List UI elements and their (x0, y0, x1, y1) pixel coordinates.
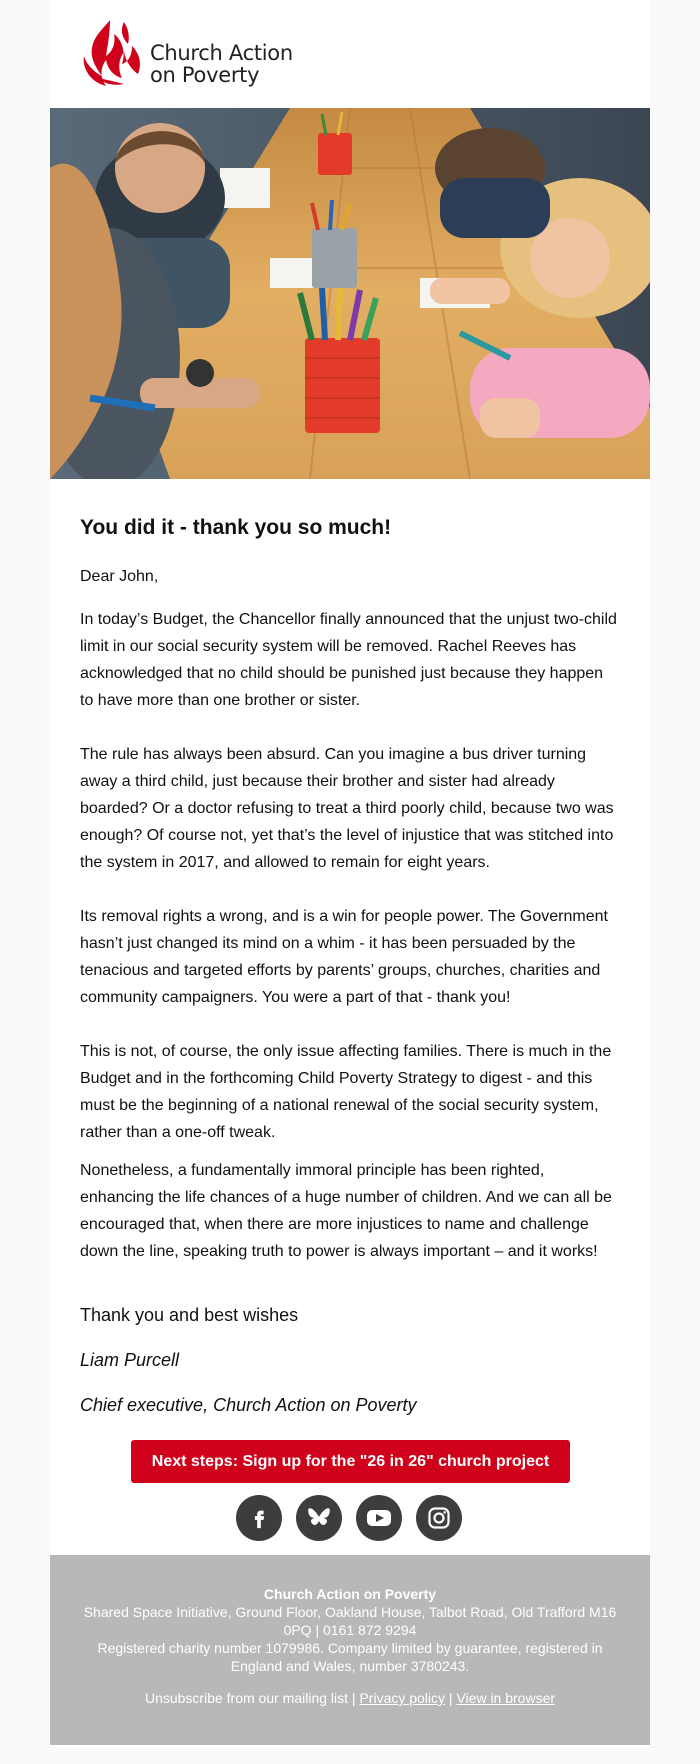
email-footer (50, 1555, 650, 1745)
unsubscribe-link[interactable]: Unsubscribe from our mailing list (144, 1690, 349, 1706)
logo[interactable] (80, 16, 320, 88)
signoff: Thank you and best wishes (80, 1305, 299, 1325)
signup-cta-button[interactable]: Next steps: Sign up for the "26 in 26" church project (131, 1440, 570, 1483)
signer-title: Chief executive, Church Action on Poverty (80, 1395, 417, 1415)
view-in-browser-link[interactable]: View in browser (456, 1690, 556, 1706)
facebook-icon[interactable] (236, 1495, 282, 1541)
logo-line-1: Church Action (150, 41, 293, 65)
instagram-icon[interactable] (416, 1495, 462, 1541)
paragraph-2: The rule has always been absurd. Can you imagine a bus driver turning away a third child, just because their brother and sister had already boarded? Or a doctor refusing to treat a third poorly child, because two was enough? Of course not, yet that’s the level of injustice that was stitched into the system in 2017, and allowed to remain for eight years. (80, 746, 614, 871)
footer-separator: | (348, 1690, 360, 1706)
paragraph-5: Nonetheless, a fundamentally immoral principle has been righted, enhancing the life chances of a huge number of children. And we can all be encouraged that, when there are more injustices to name and challenge down the line, speaking truth to power is always important – and it works! (80, 1162, 612, 1260)
paragraph-3: Its removal rights a wrong, and is a win for people power. The Government hasn’t just changed its mind on a whim - it has been persuaded by the tenacious and targeted efforts by parents’ groups, churches, charities and community campaigners. You were a part of that - thank you! (80, 908, 608, 1006)
paragraph-1: In today’s Budget, the Chancellor finally announced that the unjust two-child limit in our social security system will be removed. Rachel Reeves has acknowledged that no child should be punished just because they happen to have more than one brother or sister. (80, 611, 617, 709)
logo-line-2: on Poverty (150, 63, 260, 87)
footer-org-name: Church Action on Poverty (263, 1586, 437, 1602)
email-body (80, 506, 620, 1436)
footer-address: Shared Space Initiative, Ground Floor, Oakland House, Talbot Road, Old Trafford M16 0PQ | 0161 872 9294 (83, 1604, 617, 1638)
paragraph-4: This is not, of course, the only issue affecting families. There is much in the Budget and in the forthcoming Child Poverty Strategy to digest - and this must be the beginning of a national renewal of the social security system, rather than a one-off tweak. (80, 1043, 612, 1141)
footer-separator: | (445, 1690, 457, 1706)
photo-children-drawing (50, 108, 650, 479)
hero-image (50, 108, 650, 479)
footer-links (80, 1689, 620, 1707)
footer-registration: Registered charity number 1079986. Company limited by guarantee, registered in England and Wales, number 3780243. (97, 1640, 603, 1674)
email-header (50, 0, 650, 108)
signer-name: Liam Purcell (80, 1350, 180, 1370)
email-heading: You did it - thank you so much! (80, 516, 392, 539)
flame-logo-icon (80, 16, 146, 88)
email-card (50, 0, 650, 1747)
greeting: Dear John, (80, 568, 159, 585)
logo-wordmark (150, 42, 293, 86)
bluesky-icon[interactable] (296, 1495, 342, 1541)
social-links (236, 1495, 462, 1543)
privacy-policy-link[interactable]: Privacy policy (359, 1690, 446, 1706)
youtube-icon[interactable] (356, 1495, 402, 1541)
